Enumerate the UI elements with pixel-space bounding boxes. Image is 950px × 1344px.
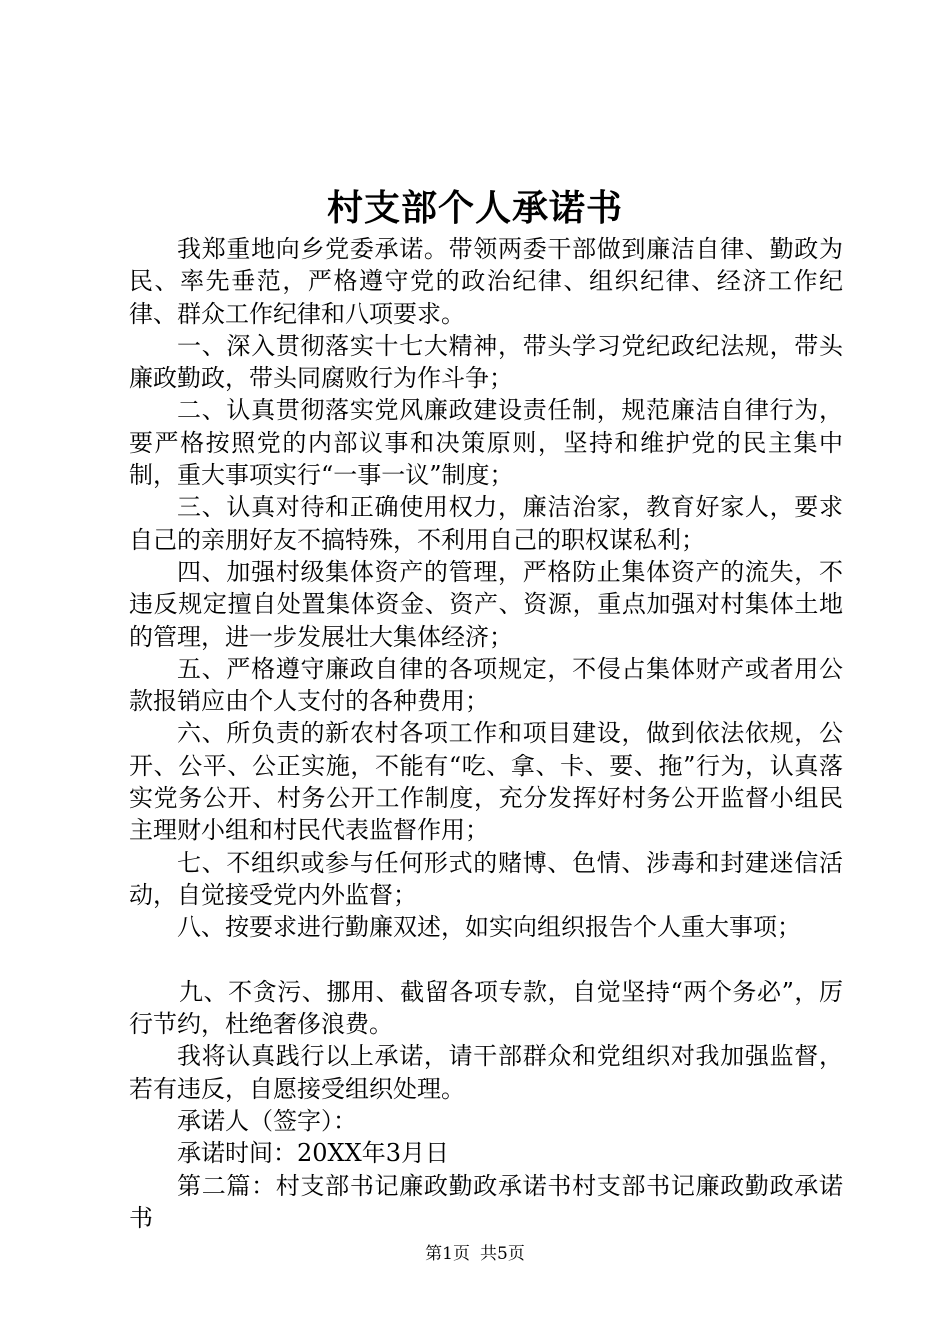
commitment-item-8: 八、按要求进行勤廉双述，如实向组织报告个人重大事项； xyxy=(177,913,801,942)
closing-paragraph: 我将认真践行以上承诺，请干部群众和党组织对我加强监督，若有违反，自愿接受组织处理。 xyxy=(129,1042,843,1103)
commitment-item-6: 六、所负责的新农村各项工作和项目建设，做到依法依规，公开、公平、公正实施，不能有“吃、拿、卡、要、拖”行为，认真落实党务公开、村务公开工作制度，充分发挥好村务公开监督小组民主理财小组和村民代表监督作用； xyxy=(129,719,843,845)
commitment-item-3: 三、认真对待和正确使用权力，廉洁治家，教育好家人，要求自己的亲朋好友不搞特殊，不利用自己的职权谋私利； xyxy=(129,493,843,554)
intro-paragraph: 我郑重地向乡党委承诺。带领两委干部做到廉洁自律、勤政为民、率先垂范，严格遵守党的政治纪律、组织纪律、经济工作纪律、群众工作纪律和八项要求。 xyxy=(129,235,843,328)
commitment-item-1: 一、深入贯彻落实十七大精神，带头学习党纪政纪法规，带头廉政勤政，带头同腐败行为作斗争； xyxy=(129,331,843,393)
commitment-item-5: 五、严格遵守廉政自律的各项规定，不侵占集体财产或者用公款报销应由个人支付的各种费用； xyxy=(129,654,843,716)
date-line: 承诺时间：20XX年3月日 xyxy=(177,1139,449,1168)
page-number: 第1页 xyxy=(425,1244,470,1264)
commitment-item-2: 二、认真贯彻落实党风廉政建设责任制，规范廉洁自律行为，要严格按照党的内部议事和决策原则，坚持和维护党的民主集中制，重大事项实行“一事一议”制度； xyxy=(129,396,843,490)
commitment-item-4: 四、加强村级集体资产的管理，严格防止集体资产的流失，不违反规定擅自处置集体资金、资产、资源，重点加强对村集体土地的管理，进一步发展壮大集体经济； xyxy=(129,557,843,651)
page-footer xyxy=(0,1243,950,1265)
page-total: 共5页 xyxy=(480,1244,525,1264)
next-section-heading: 第二篇：村支部书记廉政勤政承诺书村支部书记廉政勤政承诺书 xyxy=(129,1171,843,1232)
document-body xyxy=(129,233,843,1234)
signature-line: 承诺人（签字）： xyxy=(177,1107,357,1136)
document-title: 村支部个人承诺书 xyxy=(326,187,623,229)
commitment-item-9: 九、不贪污、挪用、截留各项专款，自觉坚持“两个务必”，厉行节约，杜绝奢侈浪费。 xyxy=(129,977,843,1039)
commitment-item-7: 七、不组织或参与任何形式的赌博、色情、涉毒和封建迷信活动，自觉接受党内外监督； xyxy=(129,848,843,909)
